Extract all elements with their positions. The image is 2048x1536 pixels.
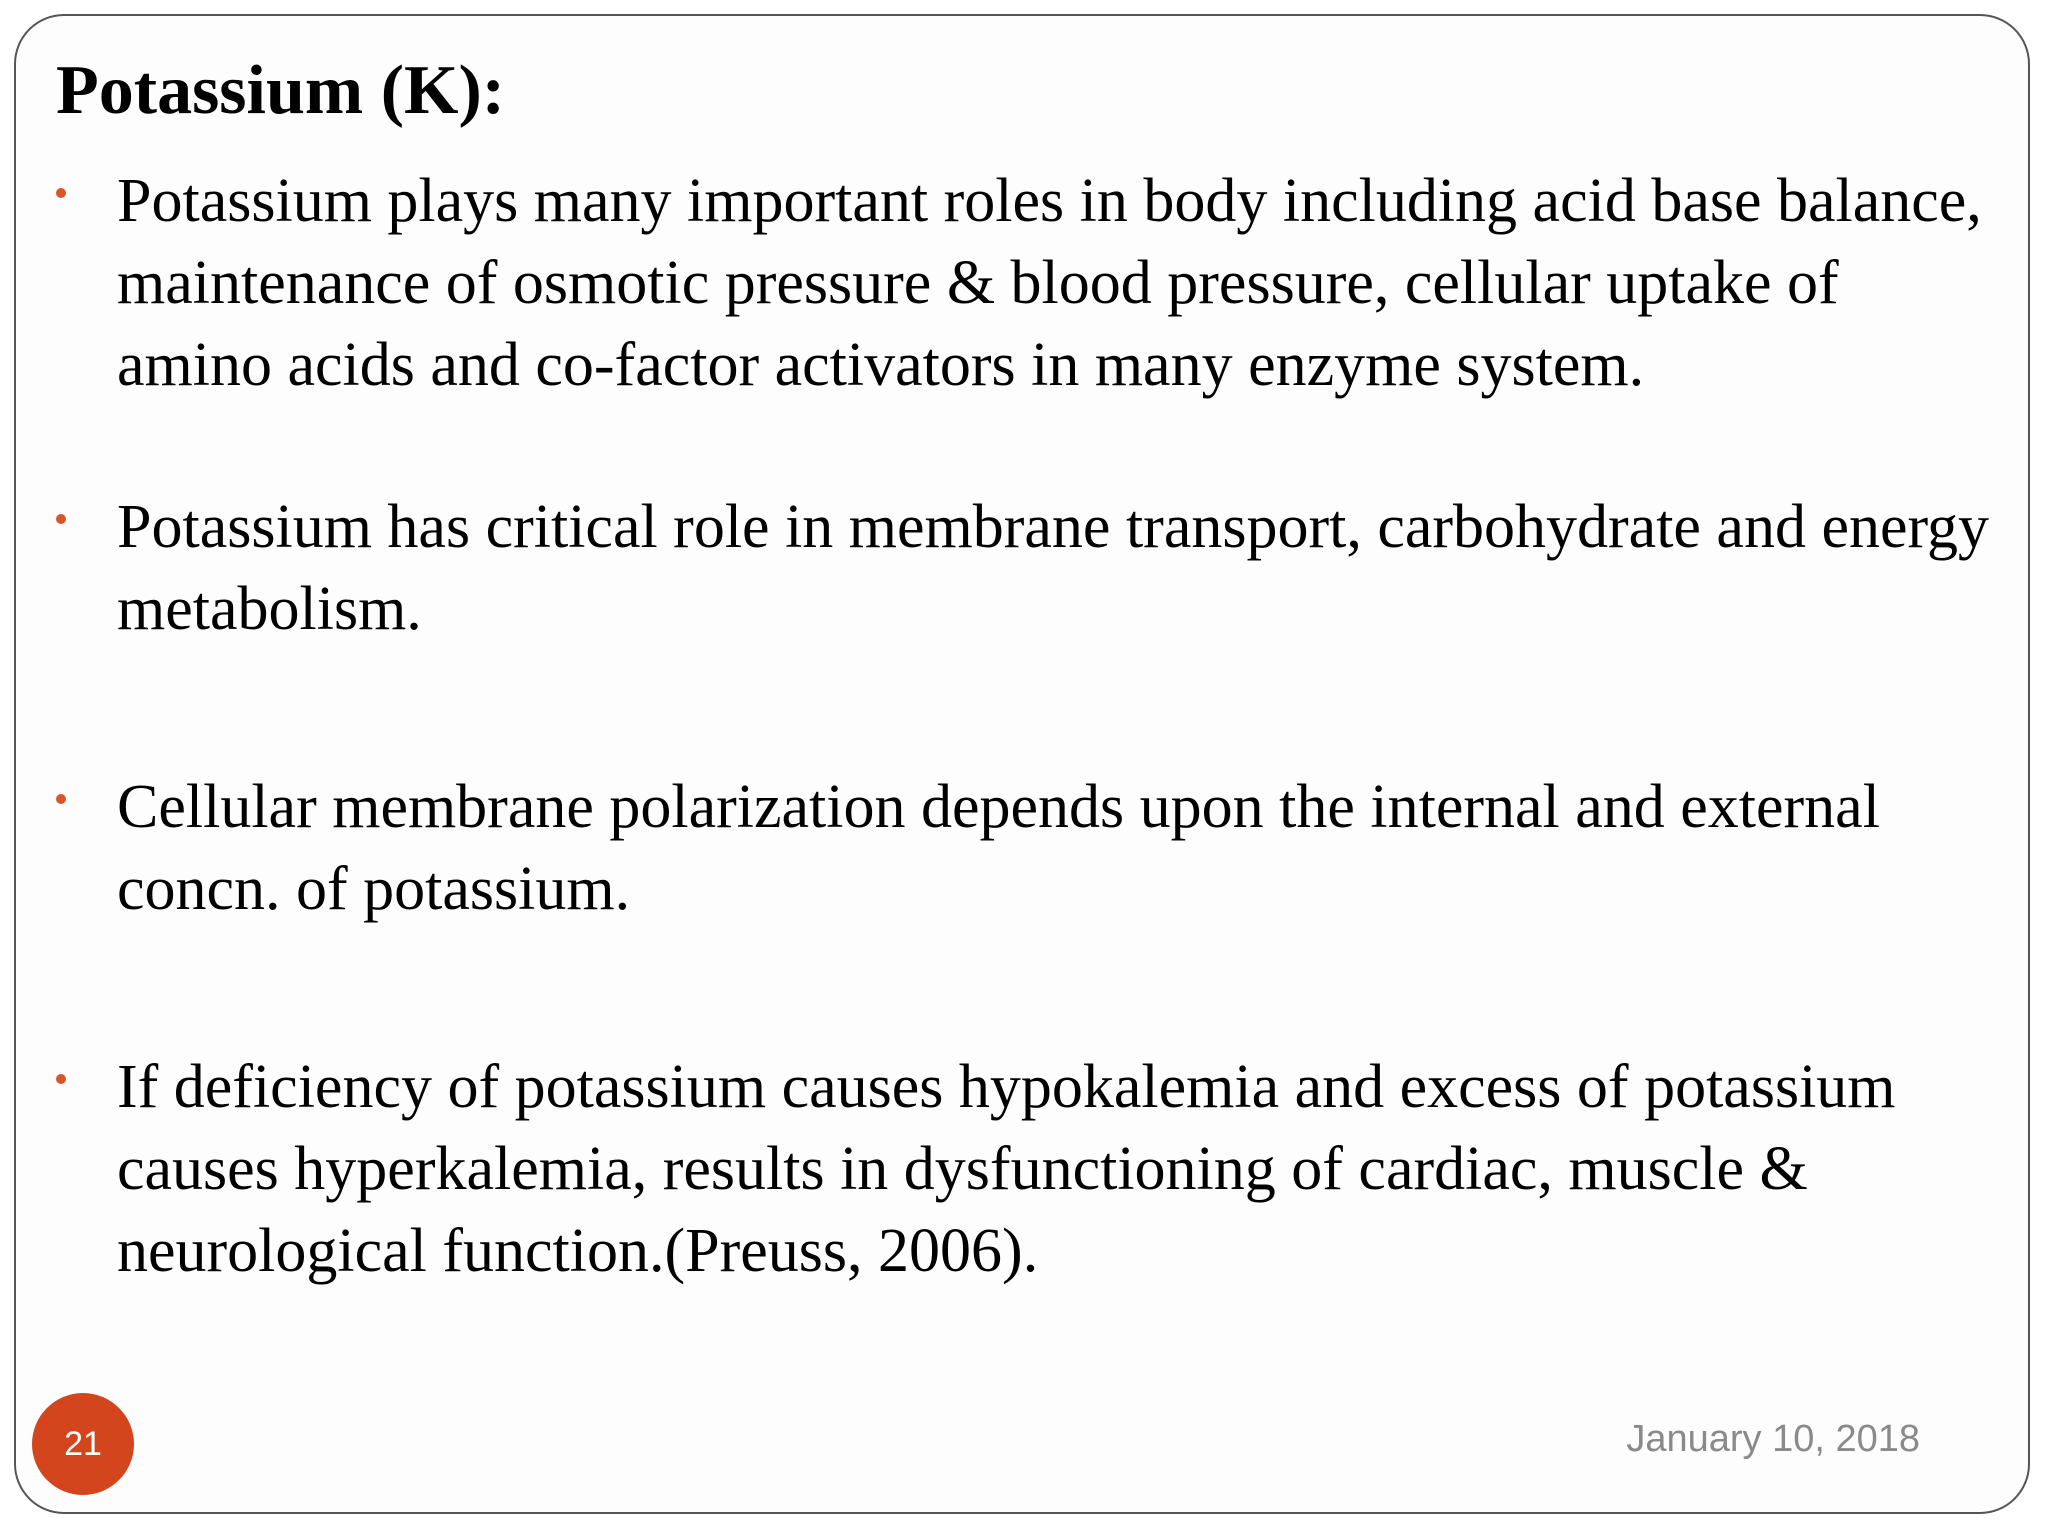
bullet-text: Potassium has critical role in membrane transport, carbohydrate and energy metabolism.: [117, 493, 1990, 643]
bullet-item: [56, 1046, 2006, 1292]
bullet-dot-icon: [56, 794, 66, 804]
bullet-list: [56, 160, 2006, 1292]
bullet-dot-icon: [56, 514, 66, 524]
bullet-dot-icon: [56, 1074, 66, 1084]
slide-date: January 10, 2018: [1626, 1418, 1920, 1460]
bullet-item: [56, 766, 2006, 930]
slide-title: Potassium (K):: [56, 52, 506, 129]
bullet-text: If deficiency of potassium causes hypokalemia and excess of potassium causes hyperkalemia, results in dysfunctioning of cardiac, muscle & neurological function.(Preuss, 2006).: [117, 1053, 1896, 1285]
bullet-dot-icon: [56, 188, 66, 198]
bullet-text: Potassium plays many important roles in body including acid base balance, maintenance of osmotic pressure & blood pressure, cellular uptake of amino acids and co-factor activators in many enzyme system.: [117, 167, 1982, 399]
bullet-item: [56, 486, 2006, 650]
slide-number-badge: 21: [32, 1393, 134, 1495]
bullet-item: [56, 160, 2006, 406]
bullet-text: Cellular membrane polarization depends upon the internal and external concn. of potassium.: [117, 773, 1880, 923]
